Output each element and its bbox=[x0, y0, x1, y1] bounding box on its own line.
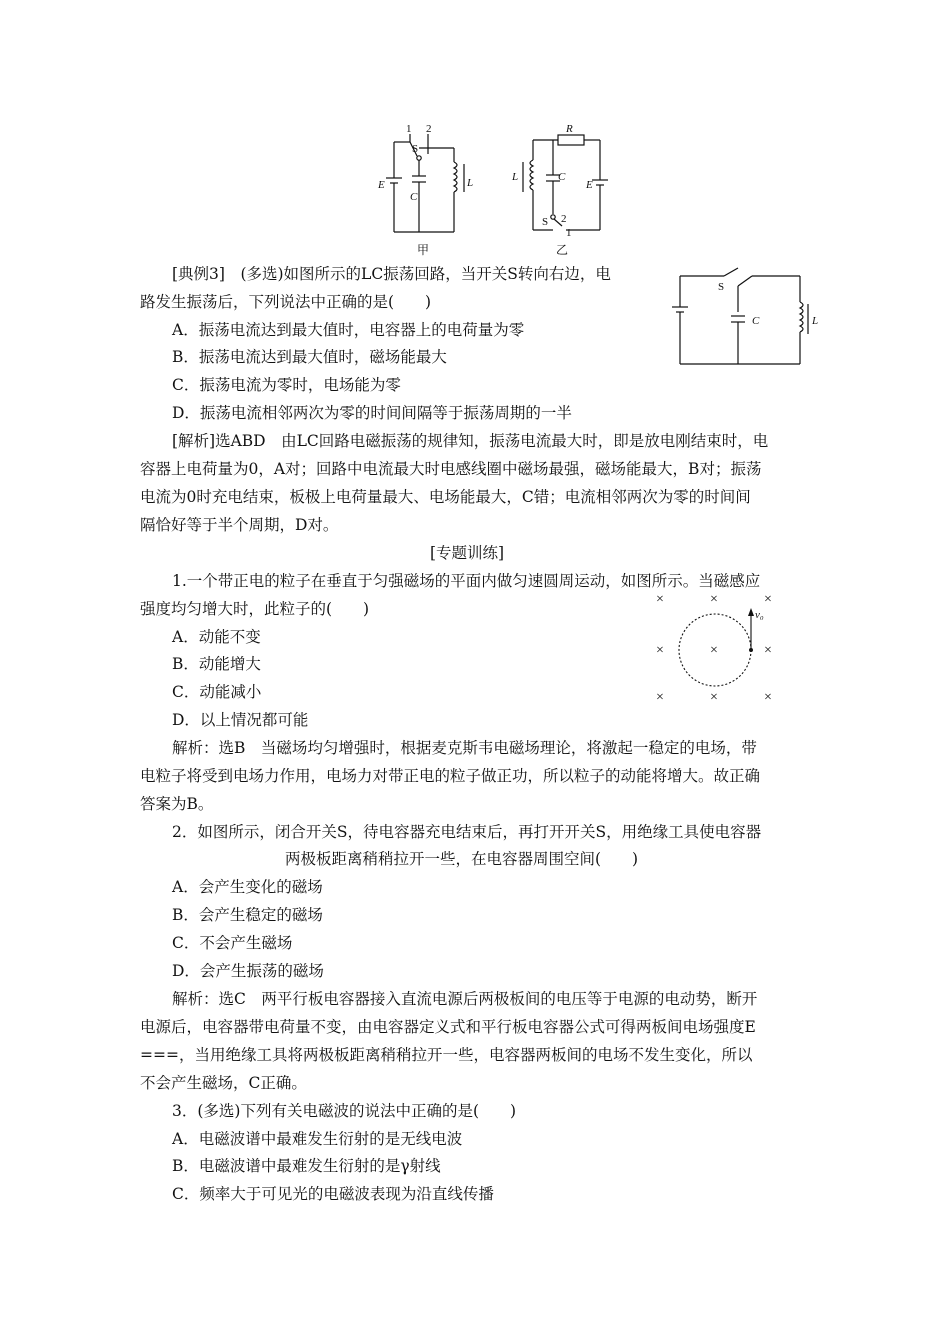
label-2: 2 bbox=[426, 123, 432, 135]
label-1: 1 bbox=[566, 227, 572, 239]
label-C: C bbox=[410, 191, 418, 203]
q2-option-c: C．不会产生磁场 bbox=[172, 934, 293, 952]
example3-option-b: B．振荡电流达到最大值时，磁场能最大 bbox=[172, 348, 447, 366]
q2-stem: 两极板距离稍稍拉开一些，在电容器周围空间( ) bbox=[285, 850, 639, 868]
cross-mark: × bbox=[710, 592, 718, 607]
q1-stem: 1.一个带正电的粒子在垂直于匀强磁场的平面内做匀速圆周运动，如图所示。当磁感应 bbox=[172, 572, 761, 590]
magnetic-field-figure bbox=[650, 588, 785, 710]
example3-analysis: [解析]选ABD 由LC回路电磁振荡的规律知，振荡电流最大时，即是放电刚结束时，电 bbox=[172, 432, 769, 450]
label-S: S bbox=[718, 281, 725, 293]
label-L: L bbox=[512, 171, 519, 183]
example3-option-a: A．振荡电流达到最大值时，电容器上的电荷量为零 bbox=[172, 321, 525, 339]
label-C: C bbox=[558, 171, 566, 183]
q2-option-a: A．会产生变化的磁场 bbox=[172, 878, 323, 896]
example3-option-d: D．振荡电流相邻两次为零的时间间隔等于振荡周期的一半 bbox=[172, 404, 572, 422]
q3-stem: 3．(多选)下列有关电磁波的说法中正确的是( ) bbox=[172, 1102, 517, 1120]
label-1: 1 bbox=[406, 123, 412, 135]
label-2: 2 bbox=[561, 213, 567, 225]
q2-analysis: 电源后，电容器带电荷量不变，由电容器定义式和平行板电容器公式可得两板间电场强度E bbox=[140, 1018, 756, 1036]
cross-mark: × bbox=[710, 643, 718, 658]
q3-option-a: A．电磁波谱中最难发生衍射的是无线电波 bbox=[172, 1130, 463, 1148]
example3-analysis: 容器上电荷量为0，A对；回路中电流最大时电感线圈中磁场最强，磁场能最大，B对；振荡 bbox=[140, 460, 762, 478]
cross-mark: × bbox=[764, 592, 772, 607]
q3-option-b: B．电磁波谱中最难发生衍射的是γ射线 bbox=[172, 1157, 441, 1175]
q2-analysis: ===，当用绝缘工具将两极板距离稍稍拉开一些，电容器两板间的电场不发生变化，所以 bbox=[140, 1046, 753, 1064]
q2-option-d: D．会产生振荡的磁场 bbox=[172, 962, 324, 980]
circuit-figure-jia bbox=[372, 120, 482, 260]
section-title: [专题训练] bbox=[430, 544, 505, 562]
q2-analysis: 不会产生磁场，C正确。 bbox=[140, 1074, 307, 1092]
label-E: E bbox=[586, 179, 593, 191]
cross-mark: × bbox=[764, 643, 772, 658]
q1-analysis: 解析：选B 当磁场均匀增强时，根据麦克斯韦电磁场理论，将激起一稳定的电场，带 bbox=[172, 739, 757, 757]
cross-mark: × bbox=[764, 690, 772, 705]
caption-yi: 乙 bbox=[556, 243, 569, 257]
q1-option-c: C．动能减小 bbox=[172, 683, 262, 701]
label-R: R bbox=[566, 123, 573, 135]
cross-mark: × bbox=[656, 690, 664, 705]
example3-analysis: 隔恰好等于半个周期，D对。 bbox=[140, 516, 339, 534]
label-C: C bbox=[752, 315, 760, 327]
q1-option-a: A．动能不变 bbox=[172, 628, 261, 646]
cross-mark: × bbox=[656, 592, 664, 607]
q1-option-b: B．动能增大 bbox=[172, 655, 261, 673]
label-S: S bbox=[412, 143, 419, 155]
label-L: L bbox=[812, 315, 819, 327]
q1-stem: 强度均匀增大时，此粒子的( ) bbox=[140, 600, 370, 618]
velocity-label: v₀ bbox=[755, 609, 764, 621]
example3-stem: 路发生振荡后，下列说法中正确的是( ) bbox=[140, 293, 432, 311]
label-S: S bbox=[542, 216, 549, 228]
q1-analysis: 电粒子将受到电场力作用，电场力对带正电的粒子做正功，所以粒子的动能将增大。故正确 bbox=[140, 767, 761, 785]
cross-mark: × bbox=[656, 643, 664, 658]
example3-option-c: C．振荡电流为零时，电场能为零 bbox=[172, 376, 401, 394]
q1-analysis: 答案为B。 bbox=[140, 795, 214, 813]
q3-option-c: C．频率大于可见光的电磁波表现为沿直线传播 bbox=[172, 1185, 494, 1203]
label-E: E bbox=[378, 179, 385, 191]
example3-analysis: 电流为0时充电结束，板极上电荷量最大、电场能最大，C错；电流相邻两次为零的时间间 bbox=[140, 488, 751, 506]
caption-jia: 甲 bbox=[417, 243, 430, 257]
q1-option-d: D．以上情况都可能 bbox=[172, 711, 309, 729]
label-L: L bbox=[467, 177, 474, 189]
q2-option-b: B．会产生稳定的磁场 bbox=[172, 906, 323, 924]
cross-mark: × bbox=[710, 690, 718, 705]
q2-analysis: 解析：选C 两平行板电容器接入直流电源后两极板间的电压等于电源的电动势，断开 bbox=[172, 990, 758, 1008]
q2-stem: 2．如图所示，闭合开关S，待电容器充电结束后，再打开开关S，用绝缘工具使电容器 bbox=[172, 823, 762, 841]
circuit-figure-yi bbox=[508, 120, 618, 260]
circuit-figure-example3 bbox=[672, 262, 822, 372]
example3-stem: [典例3] (多选)如图所示的LC振荡回路，当开关S转向右边，电 bbox=[172, 265, 611, 283]
